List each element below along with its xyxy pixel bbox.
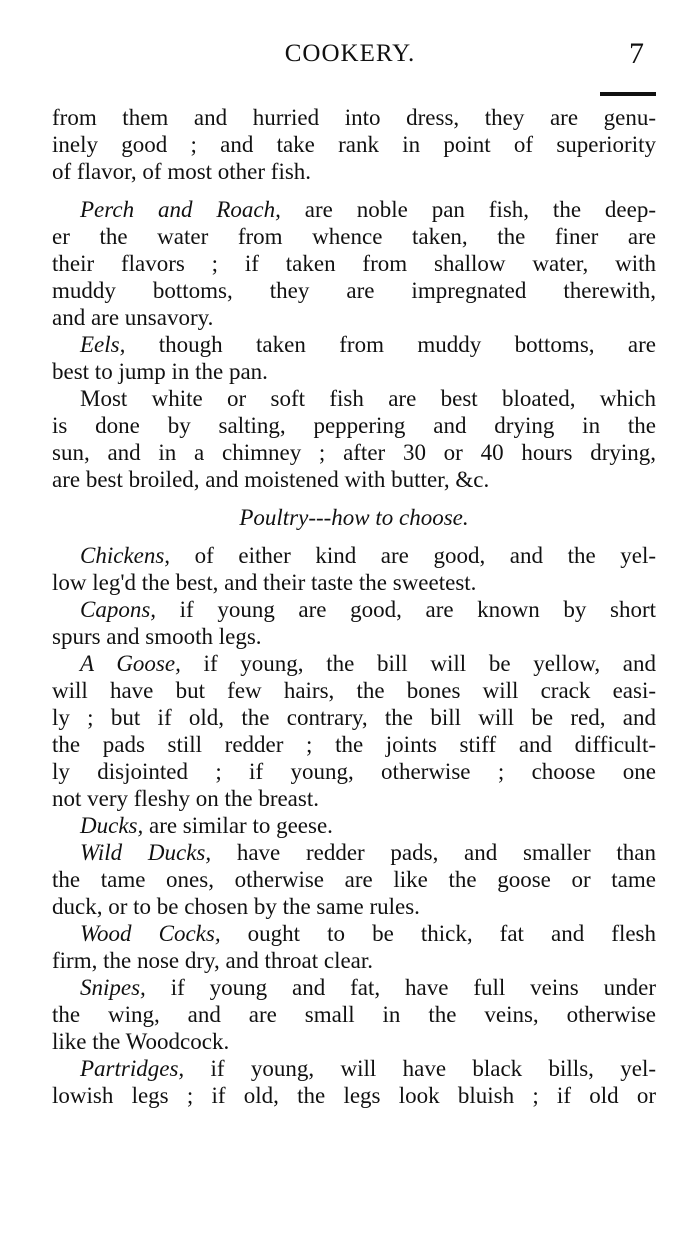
text-line bbox=[52, 331, 656, 358]
text-line: sun, and in a chimney ; after 30 or 40 hours drying, bbox=[52, 440, 656, 465]
paragraph-perch-and-roach bbox=[52, 196, 656, 331]
text-line bbox=[52, 596, 656, 623]
paragraph-capons bbox=[52, 596, 656, 650]
text-line: spurs and smooth legs. bbox=[52, 624, 262, 649]
text-line: firm, the nose dry, and throat clear. bbox=[52, 948, 374, 973]
entry-text: have redder pads, and smaller than bbox=[211, 840, 656, 865]
paragraph-ducks bbox=[52, 812, 656, 839]
entry-term: Wood Cocks, bbox=[80, 921, 221, 946]
text-line: the wing, and are small in the veins, otherwise bbox=[52, 1002, 656, 1027]
text-line: of flavor, of most other fish. bbox=[52, 159, 312, 184]
entry-text: if young, the bill will be yellow, and bbox=[180, 651, 657, 676]
entry-text: are noble pan fish, the deep- bbox=[280, 197, 656, 222]
text-line: like the Woodcock. bbox=[52, 1029, 230, 1054]
entry-text: are similar to geese. bbox=[143, 813, 333, 838]
entry-term: Ducks, bbox=[80, 813, 144, 838]
text-line bbox=[52, 196, 656, 223]
text-line bbox=[52, 650, 656, 677]
entry-term: Wild Ducks, bbox=[80, 840, 212, 865]
text-line bbox=[52, 920, 656, 947]
text-line: duck, or to be chosen by the same rules. bbox=[52, 894, 420, 919]
text-line: the tame ones, otherwise are like the goose or tame bbox=[52, 867, 656, 892]
paragraph-partridges bbox=[52, 1055, 656, 1109]
entry-text: though taken from muddy bottoms, are bbox=[125, 332, 656, 357]
entry-term: A Goose, bbox=[80, 651, 181, 676]
page-header bbox=[0, 37, 700, 80]
paragraph-wood-cocks bbox=[52, 920, 656, 974]
text-line: not very fleshy on the breast. bbox=[52, 786, 319, 811]
entry-term: Eels, bbox=[80, 332, 126, 357]
entry-term: Snipes, bbox=[80, 975, 146, 1000]
text-line: best to jump in the pan. bbox=[52, 359, 268, 384]
text-line: and are unsavory. bbox=[52, 305, 214, 330]
text-line: will have but few hairs, the bones will crack easi- bbox=[52, 678, 656, 703]
section-heading: Poultry---how to choose. bbox=[239, 505, 469, 530]
text-line: Most white or soft fish are best bloated, which bbox=[80, 386, 656, 411]
text-line bbox=[52, 812, 656, 839]
text-line: low leg'd the best, and their taste the sweetest. bbox=[52, 570, 477, 595]
paragraph-eels bbox=[52, 331, 656, 385]
text-line: er the water from whence taken, the finer are bbox=[52, 224, 656, 249]
page-number: 7 bbox=[629, 37, 644, 70]
text-line: inely good ; and take rank in point of superiority bbox=[52, 132, 656, 157]
paragraph-white-fish bbox=[52, 385, 656, 493]
header-rule bbox=[600, 92, 656, 96]
text-line: ly disjointed ; if young, otherwise ; choose one bbox=[52, 759, 656, 784]
text-line bbox=[52, 839, 656, 866]
entry-term: Partridges, bbox=[80, 1056, 185, 1081]
text-line: is done by salting, peppering and drying in the bbox=[52, 413, 656, 438]
text-line bbox=[52, 542, 656, 569]
paragraph-snipes bbox=[52, 974, 656, 1055]
entry-term: Chickens, bbox=[80, 543, 171, 568]
paragraph-wild-ducks bbox=[52, 839, 656, 920]
entry-text: if young are good, are known by short bbox=[156, 597, 656, 622]
body-text bbox=[52, 104, 656, 1109]
text-line: ly ; but if old, the contrary, the bill will be red, and bbox=[52, 705, 656, 730]
entry-term: Perch and Roach, bbox=[80, 197, 281, 222]
text-line bbox=[52, 1055, 656, 1082]
entry-text: if young, will have black bills, yel- bbox=[184, 1056, 656, 1081]
entry-term: Capons, bbox=[80, 597, 157, 622]
text-line: from them and hurried into dress, they are genu- bbox=[52, 105, 656, 130]
entry-text: if young and fat, have full veins under bbox=[145, 975, 656, 1000]
paragraph-chickens bbox=[52, 542, 656, 596]
text-line: the pads still redder ; the joints stiff and difficult- bbox=[52, 732, 656, 757]
paragraph-fish-continued bbox=[52, 104, 656, 185]
running-head: COOKERY. bbox=[284, 40, 416, 67]
paragraph-goose bbox=[52, 650, 656, 812]
entry-text: ought to be thick, fat and flesh bbox=[220, 921, 657, 946]
text-line: are best broiled, and moistened with butter, &c. bbox=[52, 467, 490, 492]
text-line: their flavors ; if taken from shallow water, with bbox=[52, 251, 656, 276]
text-line: muddy bottoms, they are impregnated therewith, bbox=[52, 278, 656, 303]
text-line: lowish legs ; if old, the legs look bluish ; if old or bbox=[52, 1083, 656, 1108]
entry-text: of either kind are good, and the yel- bbox=[170, 543, 656, 568]
text-line bbox=[52, 974, 656, 1001]
